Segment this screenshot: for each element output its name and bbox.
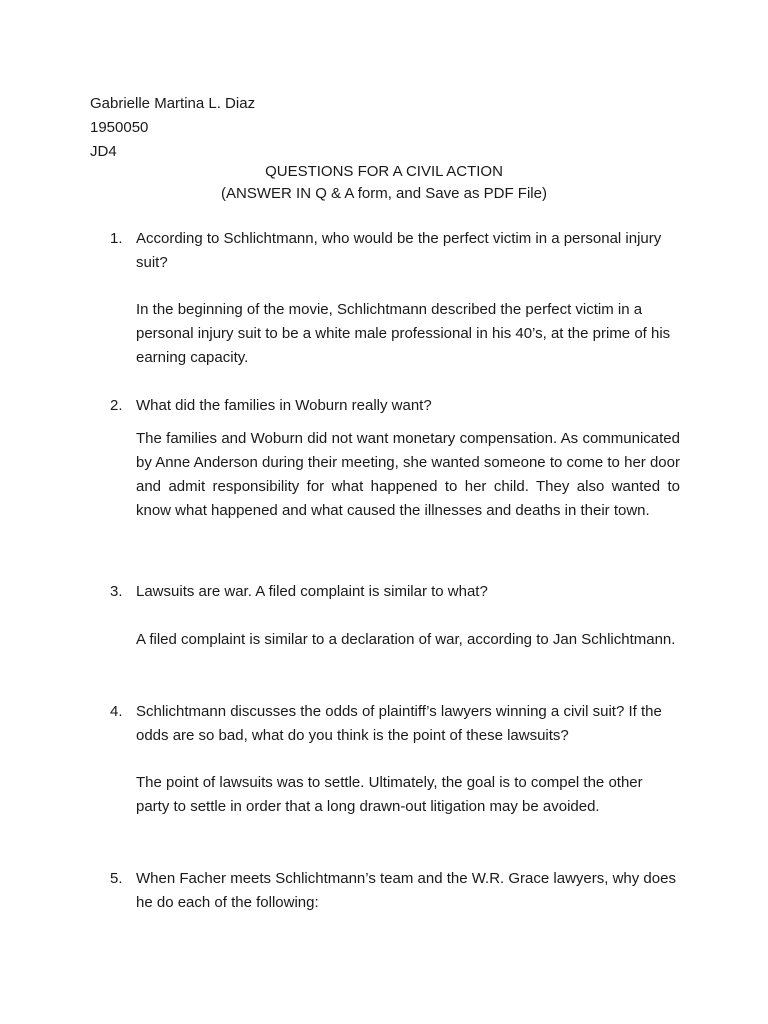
- qa-item-2: [110, 394, 680, 418]
- answer-block-1: [110, 298, 680, 370]
- answer-block-2: [110, 427, 680, 523]
- answer-1: In the beginning of the movie, Schlichtmann described the perfect victim in a personal injury suit to be a white male professional in his 40’s, at the prime of his earning capacity.: [136, 301, 671, 366]
- student-name: Gabrielle Martina L. Diaz: [90, 95, 256, 112]
- qa-item-3: [110, 580, 680, 604]
- question-number: 3.: [110, 583, 123, 600]
- student-id: 1950050: [90, 119, 149, 136]
- answer-block-4: [110, 771, 680, 819]
- question-number: 2.: [110, 397, 123, 414]
- qa-item-5: [110, 867, 680, 915]
- question-3: [110, 580, 680, 604]
- answer-3: A filed complaint is similar to a declaration of war, according to Jan Schlichtmann.: [136, 631, 676, 648]
- question-text: Lawsuits are war. A filed complaint is similar to what?: [136, 583, 488, 600]
- question-5: [110, 867, 680, 915]
- answer-2: The families and Woburn did not want monetary compensation. As communicated by Anne Anderson during their meeting, she wanted someone to come to her door and admit responsibility for what happened to her child. They also wanted to know what happened and what caused the illnesses and deaths in their town.: [136, 430, 680, 519]
- answer-4: The point of lawsuits was to settle. Ultimately, the goal is to compel the other party to settle in order that a long drawn-out litigation may be avoided.: [136, 774, 643, 815]
- question-1: [110, 227, 680, 275]
- question-text: What did the families in Woburn really want?: [136, 397, 432, 414]
- question-text: According to Schlichtmann, who would be the perfect victim in a personal injury suit?: [136, 230, 662, 271]
- document-subtitle: (ANSWER IN Q & A form, and Save as PDF File): [221, 185, 547, 202]
- question-number: 1.: [110, 230, 123, 247]
- question-number: 5.: [110, 870, 123, 887]
- section-label: JD4: [90, 143, 117, 160]
- question-text: Schlichtmann discusses the odds of plaintiff’s lawyers winning a civil suit? If the odds are so bad, what do you think is the point of these lawsuits?: [136, 703, 662, 744]
- question-number: 4.: [110, 703, 123, 720]
- question-text: When Facher meets Schlichtmann’s team and the W.R. Grace lawyers, why does he do each of the following:: [136, 870, 676, 911]
- question-4: [110, 700, 680, 748]
- qa-item-4: [110, 700, 680, 748]
- qa-item-1: [110, 227, 680, 275]
- question-2: [110, 394, 680, 418]
- document-title: QUESTIONS FOR A CIVIL ACTION: [265, 163, 503, 180]
- answer-block-3: [110, 628, 680, 652]
